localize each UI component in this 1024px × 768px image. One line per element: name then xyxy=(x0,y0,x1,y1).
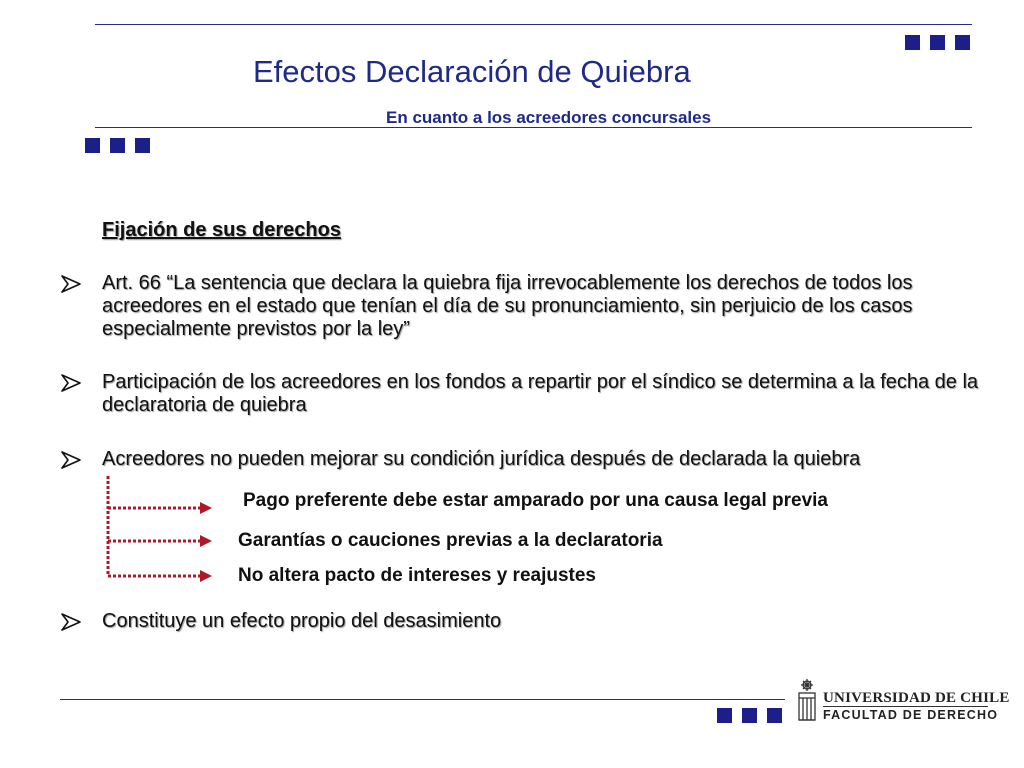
footer-square-icon xyxy=(767,708,782,723)
bullet-item xyxy=(60,272,1012,341)
header-square-icon xyxy=(905,35,920,50)
bullet-text: Acreedores no pueden mejorar su condición jurídica después de declarada la quiebra xyxy=(102,448,861,470)
sub-item: Pago preferente debe estar amparado por una causa legal previa xyxy=(243,490,828,511)
section-heading: Fijación de sus derechos xyxy=(102,219,341,241)
page-title: Efectos Declaración de Quiebra xyxy=(253,54,691,89)
footer-square-icon xyxy=(717,708,732,723)
header-square-icon xyxy=(85,138,100,153)
header-square-icon xyxy=(930,35,945,50)
header-square-icon xyxy=(110,138,125,153)
bullet-text: Constituye un efecto propio del desasimiento xyxy=(102,610,502,632)
logo-rule xyxy=(823,706,988,707)
sub-item: No altera pacto de intereses y reajustes xyxy=(238,565,596,586)
logo-faculty-name: FACULTAD DE DERECHO xyxy=(823,708,999,722)
arrowhead-bullet-icon xyxy=(60,612,84,632)
arrowhead-bullet-icon xyxy=(60,450,84,470)
bullet-item xyxy=(60,610,1012,633)
page-subtitle: En cuanto a los acreedores concursales xyxy=(386,108,712,127)
logo-university-name: UNIVERSIDAD DE CHILE xyxy=(823,690,1010,706)
sub-item: Garantías o cauciones previas a la declaratoria xyxy=(238,530,663,551)
header-square-icon xyxy=(135,138,150,153)
arrowhead-bullet-icon xyxy=(60,373,84,393)
university-crest-icon xyxy=(795,678,819,724)
dotted-red-arrow-icon xyxy=(100,472,220,584)
footer-rule xyxy=(60,699,785,700)
header-top-rule xyxy=(95,24,972,25)
bullet-item xyxy=(60,371,1012,417)
header-square-icon xyxy=(955,35,970,50)
bullet-item xyxy=(60,448,1012,471)
arrowhead-bullet-icon xyxy=(60,274,84,294)
bullet-text: Art. 66 “La sentencia que declara la quiebra fija irrevocablemente los derechos de todos los acreedores en el estado que tenían el día de su pronunciamiento, sin perjuicio de los casos especialmente previstos por la ley” xyxy=(102,272,913,340)
header-bottom-rule xyxy=(95,127,972,128)
footer-square-icon xyxy=(742,708,757,723)
bullet-text: Participación de los acreedores en los fondos a repartir por el síndico se determina a la fecha de la declaratoria de quiebra xyxy=(102,371,979,416)
